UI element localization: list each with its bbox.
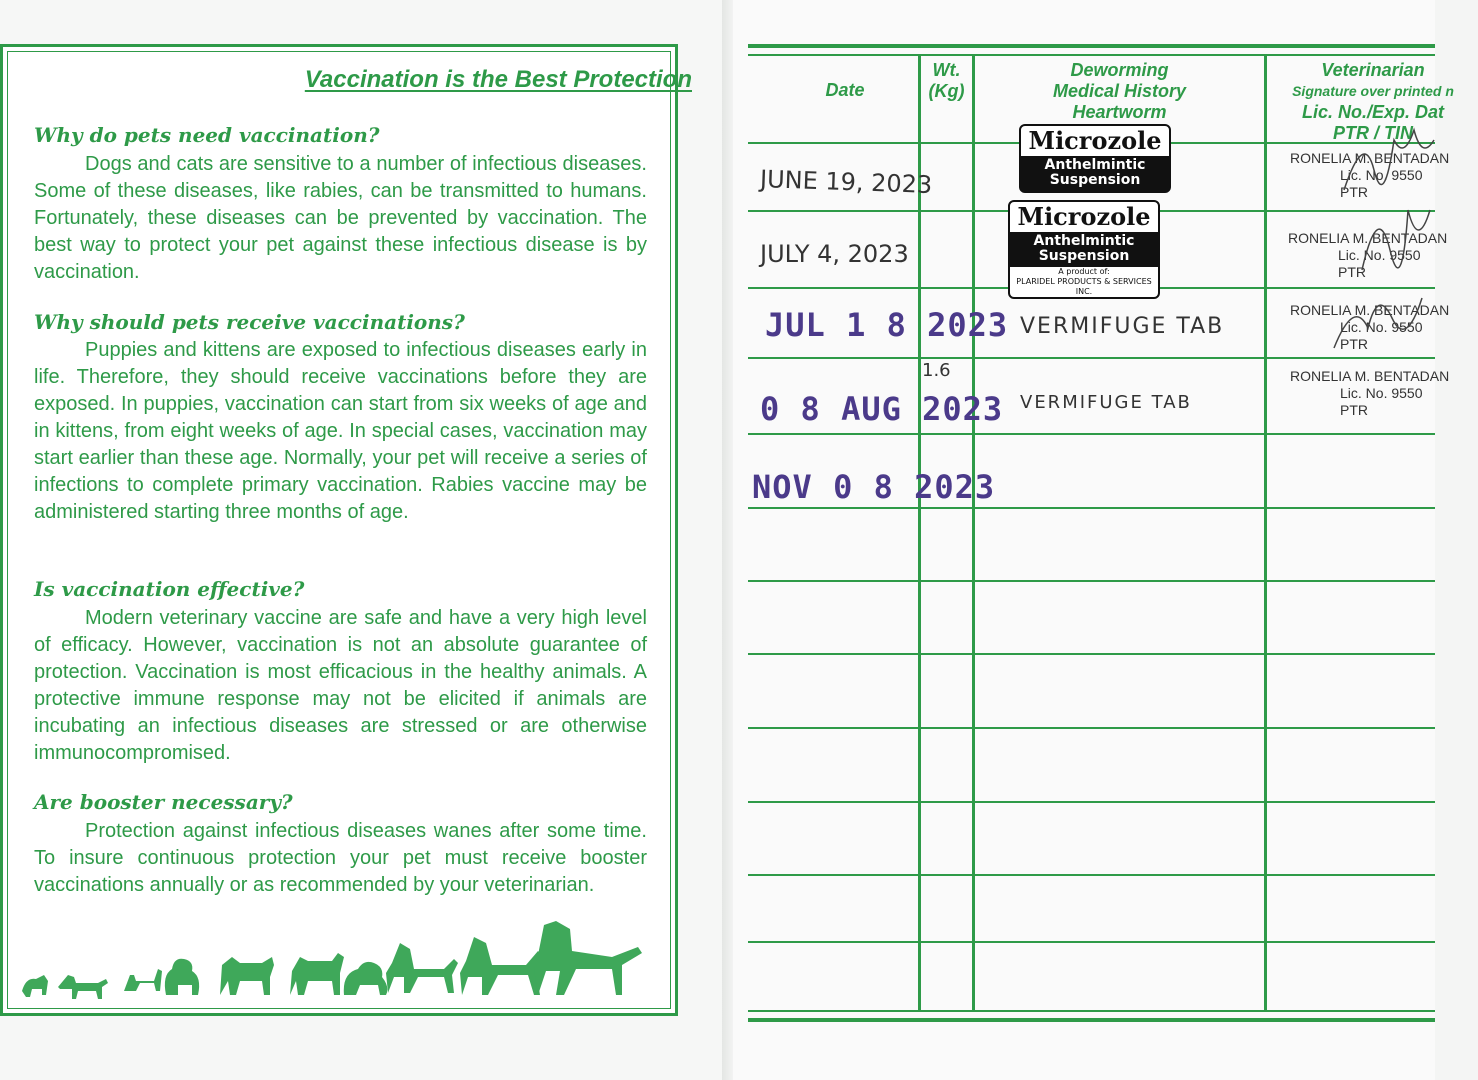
table-row-rule	[748, 653, 1435, 655]
table-row-rule	[748, 874, 1435, 876]
table-top-rule	[748, 54, 1435, 56]
microzole-sticker: Microzole Anthelmintic Suspension	[1019, 124, 1171, 193]
book-gutter	[722, 0, 733, 1080]
row-date-stamp: NOV 0 8 2023	[752, 468, 996, 506]
table-row-rule	[748, 433, 1435, 435]
dog-icon	[124, 969, 162, 991]
row-date-handwritten: JUNE 19, 2023	[759, 165, 933, 199]
vet-signature	[1340, 130, 1435, 200]
weight-handwritten: 1.6	[922, 360, 951, 381]
vet-stamp: RONELIA M. BENTADAN Lic. No. 9550 PTR	[1290, 368, 1450, 418]
question-heading: Why do pets need vaccination?	[34, 123, 380, 147]
dog-icon	[220, 957, 274, 995]
answer-paragraph: Modern veterinary vaccine are safe and have a very high level of efficacy. However, vaccination is not an absolute guarantee of protection. Vaccination is most efficacious in the healthy animals. A protective immune response may not be elicited if animals are incubating an infectious diseases are stressed or are otherwise immunocompromised.	[34, 607, 647, 764]
dog-icon	[58, 975, 108, 999]
vet-stamp: RONELIA M. BENTADAN Lic. No. 9550 PTR	[1290, 150, 1450, 200]
vet-stamp: RONELIA M. BENTADAN Lic. No. 9550 PTR	[1290, 302, 1450, 352]
question-heading: Why should pets receive vaccinations?	[34, 310, 465, 334]
header-date: Date	[825, 80, 865, 100]
question-heading: Are booster necessary?	[34, 790, 293, 814]
row-date-stamp: JUL 1 8 2023	[765, 306, 1009, 344]
vet-signature	[1330, 290, 1435, 355]
treatment-handwritten: VERMIFUGE TAB	[1020, 392, 1192, 413]
table-row-rule	[748, 507, 1435, 509]
table-row-rule	[748, 357, 1435, 359]
dog-icon	[165, 959, 199, 995]
header-veterinarian: Veterinarian Signature over printed n Lic. No./Exp. Dat PTR / TIN	[1292, 60, 1454, 143]
dog-icon	[460, 937, 542, 995]
microzole-sticker: Microzole Anthelmintic Suspension A product of: PLARIDEL PRODUCTS & SERVICES INC.	[1008, 200, 1160, 299]
vet-signature	[1360, 200, 1435, 280]
column-divider	[1264, 54, 1267, 1012]
question-heading: Is vaccination effective?	[34, 577, 305, 601]
row-date-stamp: 0 8 AUG 2023	[760, 390, 1004, 428]
header-weight: Wt. (Kg)	[928, 60, 965, 101]
column-divider	[972, 54, 975, 1012]
dog-icon	[290, 953, 344, 995]
answer-paragraph: Puppies and kittens are exposed to infectious diseases early in life. Therefore, they should receive vaccinations before they are exposed. In puppies, vaccination can start from six weeks of age and in kittens, from eight weeks of age. In special cases, vaccination may start earlier than these age. Normally, your pet will receive a series of infections to complete primary vaccination. Rabies vaccine may be administered starting three months of age.	[34, 339, 647, 523]
table-bottom-border	[748, 1018, 1435, 1022]
table-row-rule	[748, 801, 1435, 803]
row-date-handwritten: JULY 4, 2023	[760, 240, 909, 268]
dog-silhouettes-illustration	[18, 895, 658, 1005]
table-top-border	[748, 44, 1435, 48]
header-deworming: Deworming Medical History Heartworm	[1052, 60, 1187, 122]
table-row-rule	[748, 941, 1435, 943]
left-page	[0, 0, 722, 1080]
table-row-rule	[748, 580, 1435, 582]
dog-icon	[344, 962, 388, 995]
dog-icon	[22, 975, 48, 997]
page-title: Vaccination is the Best Protection	[304, 66, 692, 93]
dog-icon	[386, 943, 458, 993]
answer-paragraph: Dogs and cats are sensitive to a number of infectious diseases. Some of these diseases, like rabies, can be transmitted to humans. Fortunately, these diseases can be prevented by vaccination. The best way to protect your pet against these infectious disease is by vaccination.	[34, 153, 647, 283]
vet-stamp: RONELIA M. BENTADAN Lic. No. 9550 PTR	[1288, 230, 1448, 280]
table-row-rule	[748, 727, 1435, 729]
table-bottom-rule	[748, 1010, 1435, 1012]
treatment-handwritten: VERMIFUGE TAB	[1020, 314, 1225, 339]
answer-paragraph: Protection against infectious diseases wanes after some time. To insure continuous protection your pet must receive booster vaccinations annually or as recommended by your veterinarian.	[34, 820, 647, 896]
dog-icon	[534, 921, 642, 995]
